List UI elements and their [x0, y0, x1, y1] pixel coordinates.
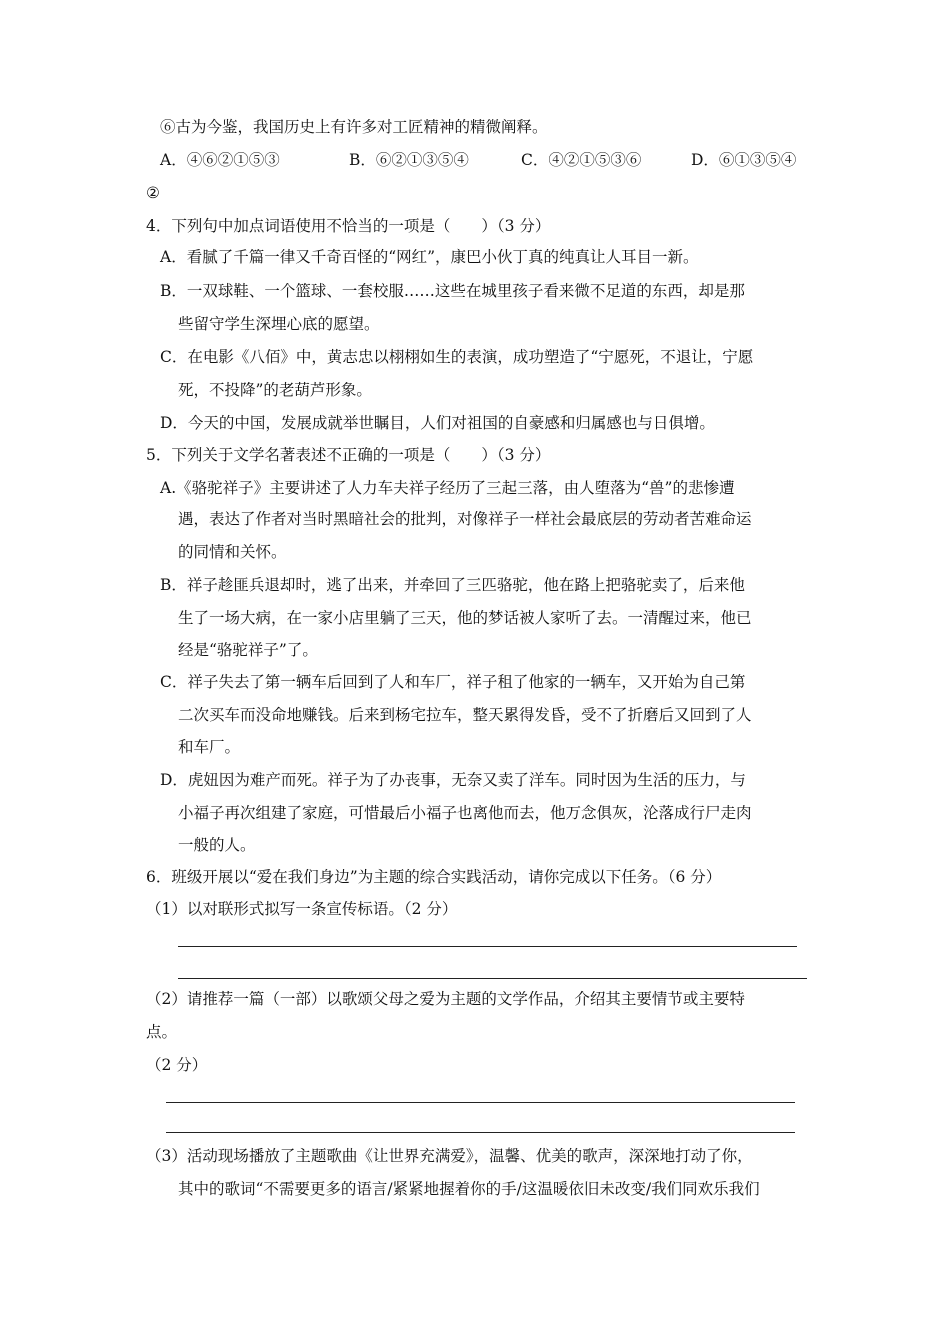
q4-option-c-line2: 死，不投降”的老葫芦形象。 — [178, 381, 372, 399]
q4-option-a: A．看腻了千篇一律又千奇百怪的“网红”，康巴小伙丁真的纯真让人耳目一新。 — [160, 248, 699, 266]
q5-option-d-line3: 一般的人。 — [178, 836, 256, 854]
q5-option-a-line2: 遇，表达了作者对当时黑暗社会的批判，对像祥子一样社会最底层的劳动者苦难命运 — [178, 510, 752, 528]
q3-option-c: C．④②①⑤③⑥ — [521, 151, 642, 169]
q5-option-b-line1: B．祥子趁匪兵退却时，逃了出来，并牵回了三匹骆驼，他在路上把骆驼卖了，后来他 — [160, 576, 745, 594]
q6-part2-points: （2 分） — [146, 1056, 208, 1074]
q5-option-c-line1: C．祥子失去了第一辆车后回到了人和车厂，祥子租了他家的一辆车，又开始为自己第 — [160, 673, 746, 691]
q5-option-b-line2: 生了一场大病，在一家小店里躺了三天，他的梦话被人家听了去。一清醒过来，他已 — [178, 609, 752, 627]
q5-option-d-line1: D．虎妞因为难产而死。祥子为了办丧事，无奈又卖了洋车。同时因为生活的压力，与 — [160, 771, 746, 789]
q6-part2-line2: 点。 — [146, 1023, 178, 1041]
q6-part1: （1）以对联形式拟写一条宣传标语。（2 分） — [146, 900, 458, 918]
q6-part1-answer-line-1[interactable] — [178, 946, 797, 947]
q5-option-c-line3: 和车厂。 — [178, 738, 241, 756]
q4-option-b-line1: B．一双球鞋、一个篮球、一套校服……这些在城里孩子看来微不足道的东西，却是那 — [160, 282, 745, 300]
q5-option-d-line2: 小福子再次组建了家庭，可惜最后小福子也离他而去，他万念俱灰，沦落成行尸走肉 — [178, 804, 752, 822]
q3-option-b: B．⑥②①③⑤④ — [349, 151, 469, 169]
q6-part3-line1: （3）活动现场播放了主题歌曲《让世界充满爱》，温馨、优美的歌声，深深地打动了你， — [146, 1147, 753, 1165]
q5-option-b-line3: 经是“骆驼祥子”了。 — [178, 641, 318, 659]
q4-option-d: D．今天的中国，发展成就举世瞩目，人们对祖国的自豪感和归属感也与日俱增。 — [160, 414, 715, 432]
q5-option-c-line2: 二次买车而没命地赚钱。后来到杨宅拉车，整天累得发昏，受不了折磨后又回到了人 — [178, 706, 752, 724]
q5-stem: 5．下列关于文学名著表述不正确的一项是（ ）（3 分） — [146, 446, 551, 464]
q6-stem: 6．班级开展以“爱在我们身边”为主题的综合实践活动，请你完成以下任务。（6 分） — [146, 868, 722, 886]
q6-part2-answer-line-2[interactable] — [166, 1132, 795, 1133]
q4-stem: 4．下列句中加点词语使用不恰当的一项是（ ）（3 分） — [146, 217, 551, 235]
q6-part2-answer-line-1[interactable] — [166, 1102, 795, 1103]
q6-part2-line1: （2）请推荐一篇（一部）以歌颂父母之爱为主题的文学作品，介绍其主要情节或主要特 — [146, 990, 745, 1008]
q4-option-c-line1: C．在电影《八佰》中，黄志忠以栩栩如生的表演，成功塑造了“宁愿死，不退让，宁愿 — [160, 348, 754, 366]
q3-option-d: D．⑥①③⑤④ — [691, 151, 797, 169]
q3-option-a: A．④⑥②①⑤③ — [160, 151, 280, 169]
q4-option-b-line2: 些留守学生深埋心底的愿望。 — [178, 315, 380, 333]
q3-item-6: ⑥古为今鉴，我国历史上有许多对工匠精神的精微阐释。 — [160, 118, 548, 136]
q5-option-a-line1: A.《骆驼祥子》主要讲述了人力车夫祥子经历了三起三落，由人堕落为“兽”的悲惨遭 — [160, 479, 735, 497]
q3-option-d-wrap: ② — [146, 184, 160, 202]
q6-part1-answer-line-2[interactable] — [178, 978, 807, 979]
q5-option-a-line3: 的同情和关怀。 — [178, 543, 287, 561]
q6-part3-line2: 其中的歌词“不需要更多的语言/紧紧地握着你的手/这温暖依旧未改变/我们同欢乐我们 — [178, 1180, 760, 1198]
